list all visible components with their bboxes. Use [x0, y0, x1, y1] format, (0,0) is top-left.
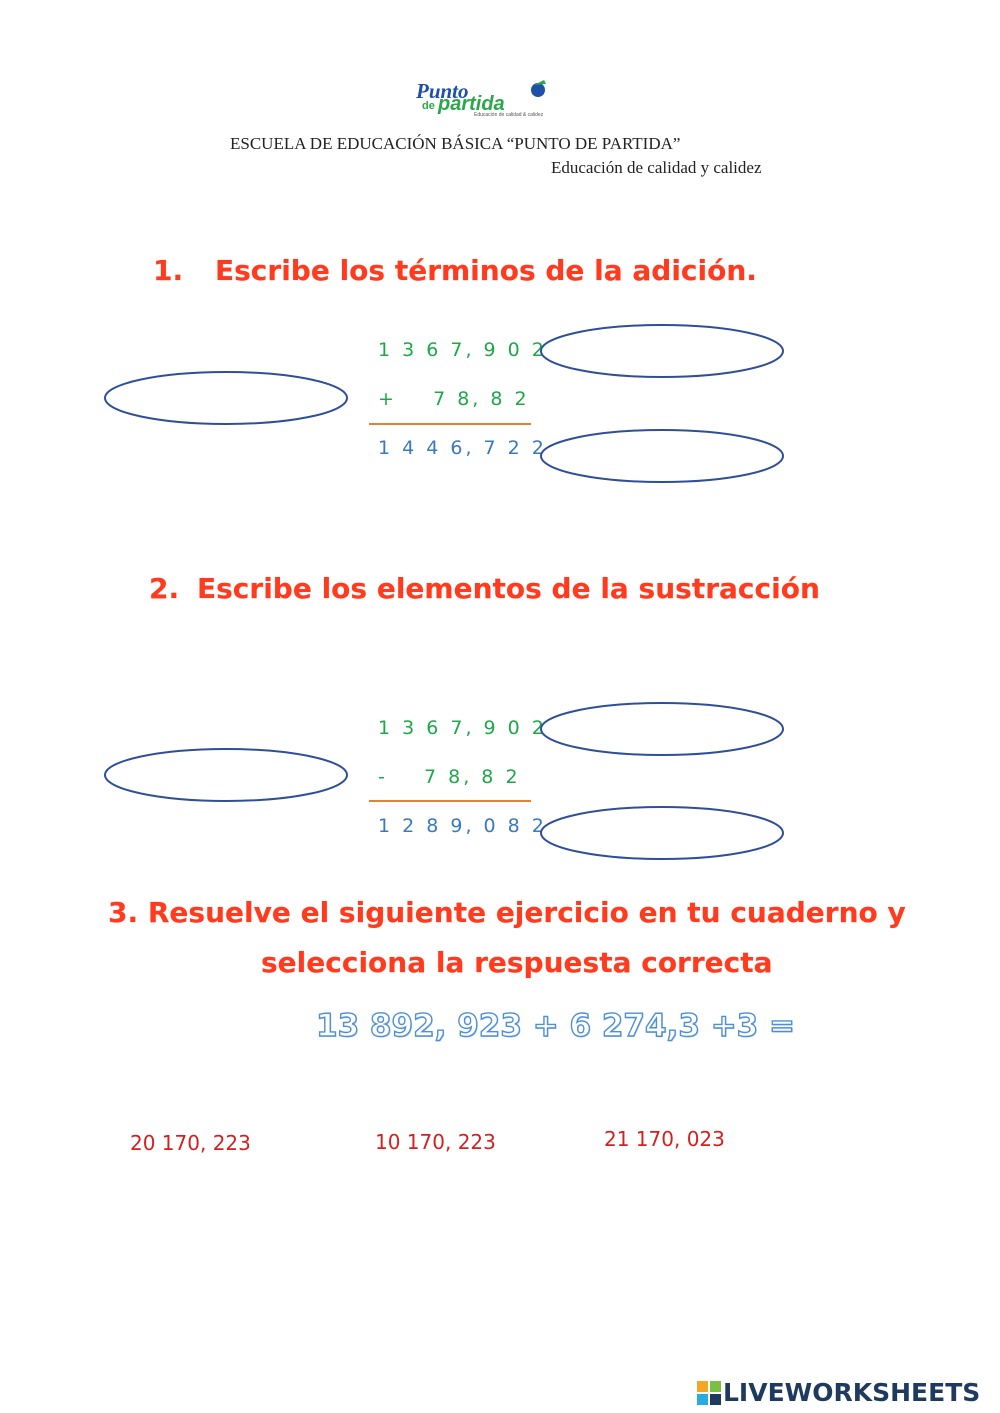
subtraction-difference: 1 2 8 9, 0 8 2 — [378, 815, 547, 837]
answer-ellipse-addend[interactable] — [538, 322, 786, 380]
logo-text-bottom-b: partida — [438, 93, 505, 115]
subtraction-subtrahend: - 7 8, 8 2 — [378, 766, 521, 788]
liveworksheets-logo-icon — [697, 1381, 721, 1405]
addition-rule — [369, 423, 531, 425]
section1-number: 1. — [153, 254, 184, 287]
answer-ellipse-subtraction-sign[interactable] — [102, 746, 350, 804]
section3-heading-line1: 3. Resuelve el siguiente ejercicio en tu cuaderno y — [108, 896, 906, 929]
section2-title: Escribe los elementos de la sustracción — [197, 572, 820, 605]
answer-ellipse-sum[interactable] — [538, 427, 786, 485]
logo-tagline: Educación de calidad & calidez — [474, 112, 544, 118]
brand-name: LIVEWORKSHEETS — [723, 1378, 981, 1407]
answer-ellipse-addition-sign[interactable] — [102, 369, 350, 427]
addition-addend-1: 1 3 6 7, 9 0 2 — [378, 339, 547, 361]
subtraction-rule — [369, 800, 531, 802]
section2-heading — [149, 572, 820, 605]
section3-heading-line2: selecciona la respuesta correcta — [261, 946, 773, 979]
subtraction-minuend: 1 3 6 7, 9 0 2 — [378, 717, 547, 739]
section2-number: 2. — [149, 572, 180, 605]
answer-ellipse-difference[interactable] — [538, 804, 786, 862]
answer-option-2[interactable]: 10 170, 223 — [375, 1130, 496, 1154]
school-motto: Educación de calidad y calidez — [551, 158, 762, 177]
liveworksheets-brand — [697, 1378, 980, 1407]
logo-text-bottom-a: de — [422, 100, 435, 112]
answer-option-1[interactable]: 20 170, 223 — [130, 1131, 251, 1155]
addition-sum: 1 4 4 6, 7 2 2 — [378, 437, 547, 459]
section1-title: Escribe los términos de la adición. — [215, 254, 757, 287]
addition-addend-2: + 7 8, 8 2 — [378, 388, 530, 410]
logo-text-top: Punto — [416, 79, 469, 103]
answer-ellipse-minuend[interactable] — [538, 700, 786, 758]
answer-option-3[interactable]: 21 170, 023 — [604, 1127, 725, 1151]
exercise-expression: 13 892, 923 + 6 274,3 +3 = — [316, 1008, 796, 1044]
school-logo — [414, 78, 586, 118]
section1-heading — [153, 254, 757, 287]
school-name: ESCUELA DE EDUCACIÓN BÁSICA “PUNTO DE PARTIDA” — [230, 134, 681, 153]
